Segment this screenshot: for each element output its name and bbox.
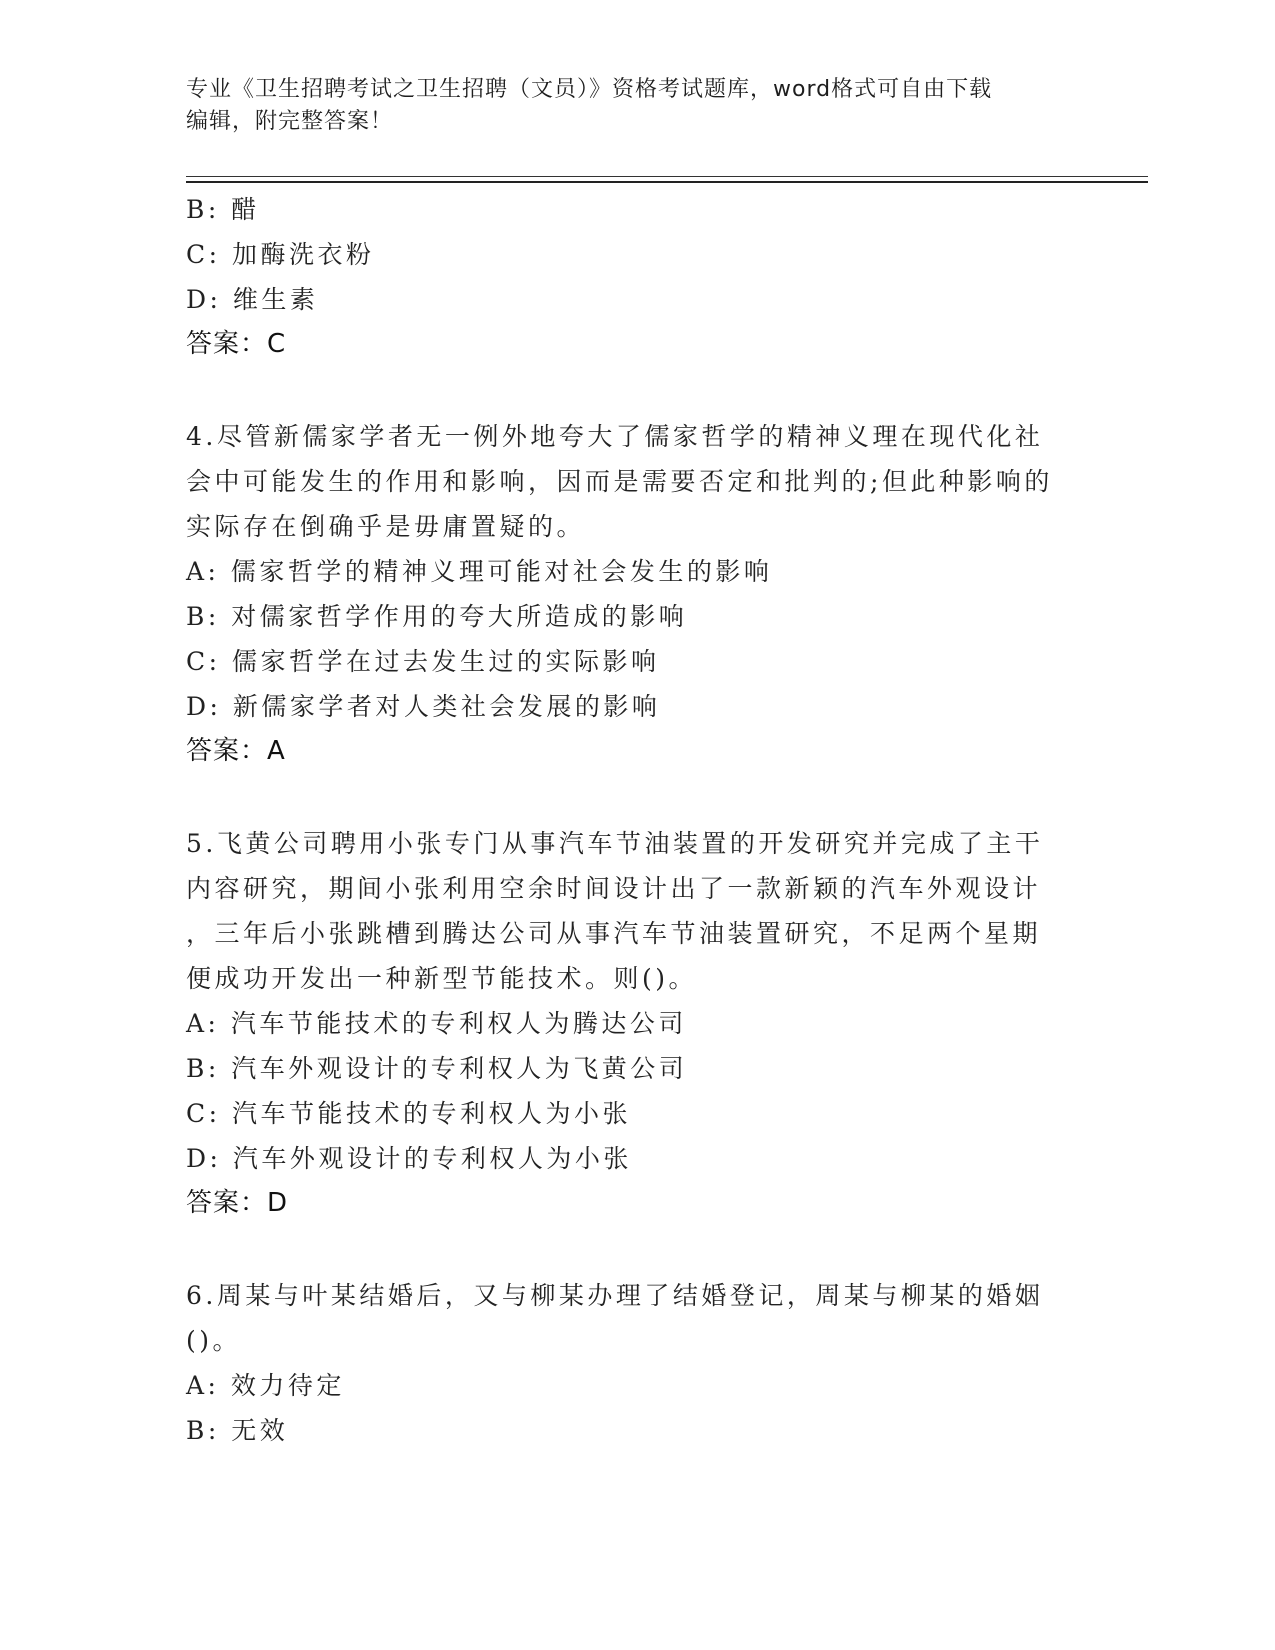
question-stem-line: 实际存在倒确乎是毋庸置疑的。 [186, 512, 586, 541]
question-stem-line: 4.尽管新儒家学者无一例外地夸大了儒家哲学的精神义理在现代化社 [186, 422, 1044, 451]
answer-line: 答案：A [186, 736, 286, 766]
option-a: A: 汽车节能技术的专利权人为腾达公司 [186, 1009, 687, 1038]
question-stem-line: 6.周某与叶某结婚后，又与柳某办理了结婚登记，周某与柳某的婚姻 [186, 1281, 1044, 1310]
question-gap [186, 367, 1086, 414]
question-gap [186, 1226, 1086, 1273]
question-3-tail [186, 187, 1086, 367]
option-d: D: 汽车外观设计的专利权人为小张 [186, 1144, 632, 1173]
option-b: B: 无效 [186, 1416, 289, 1445]
page-header [186, 74, 1086, 138]
question-stem-line: ()。 [186, 1326, 242, 1355]
option-d: D: 维生素 [186, 285, 319, 314]
header-line-1: 专业《卫生招聘考试之卫生招聘（文员）》资格考试题库，word格式可自由下载 [186, 77, 993, 102]
option-c: C: 儒家哲学在过去发生过的实际影响 [186, 647, 660, 676]
question-stem-line: 便成功开发出一种新型节能技术。则()。 [186, 964, 698, 993]
answer-line: 答案：C [186, 329, 287, 359]
option-b: B: 汽车外观设计的专利权人为飞黄公司 [186, 1054, 688, 1083]
question-5 [186, 821, 1086, 1226]
question-4 [186, 414, 1086, 774]
option-c: C: 加酶洗衣粉 [186, 240, 375, 269]
question-6 [186, 1273, 1086, 1453]
option-b: B: 对儒家哲学作用的夸大所造成的影响 [186, 602, 688, 631]
option-c: C: 汽车节能技术的专利权人为小张 [186, 1099, 631, 1128]
option-b: B: 醋 [186, 195, 260, 224]
question-gap [186, 774, 1086, 821]
header-divider-thick [186, 181, 1148, 183]
header-line-2: 编辑，附完整答案！ [186, 109, 394, 134]
answer-line: 答案：D [186, 1188, 289, 1218]
option-d: D: 新儒家学者对人类社会发展的影响 [186, 692, 661, 721]
question-stem-line: 内容研究，期间小张利用空余时间设计出了一款新颖的汽车外观设计 [186, 874, 1042, 903]
header-divider-thin [186, 176, 1148, 177]
question-stem-line: 会中可能发生的作用和影响，因而是需要否定和批判的;但此种影响的 [186, 467, 1053, 496]
question-content [186, 187, 1086, 1453]
option-a: A: 效力待定 [186, 1371, 345, 1400]
option-a: A: 儒家哲学的精神义理可能对社会发生的影响 [186, 557, 773, 586]
question-stem-line: 5.飞黄公司聘用小张专门从事汽车节油装置的开发研究并完成了主干 [186, 829, 1044, 858]
question-stem-line: ，三年后小张跳槽到腾达公司从事汽车节油装置研究，不足两个星期 [186, 919, 1042, 948]
